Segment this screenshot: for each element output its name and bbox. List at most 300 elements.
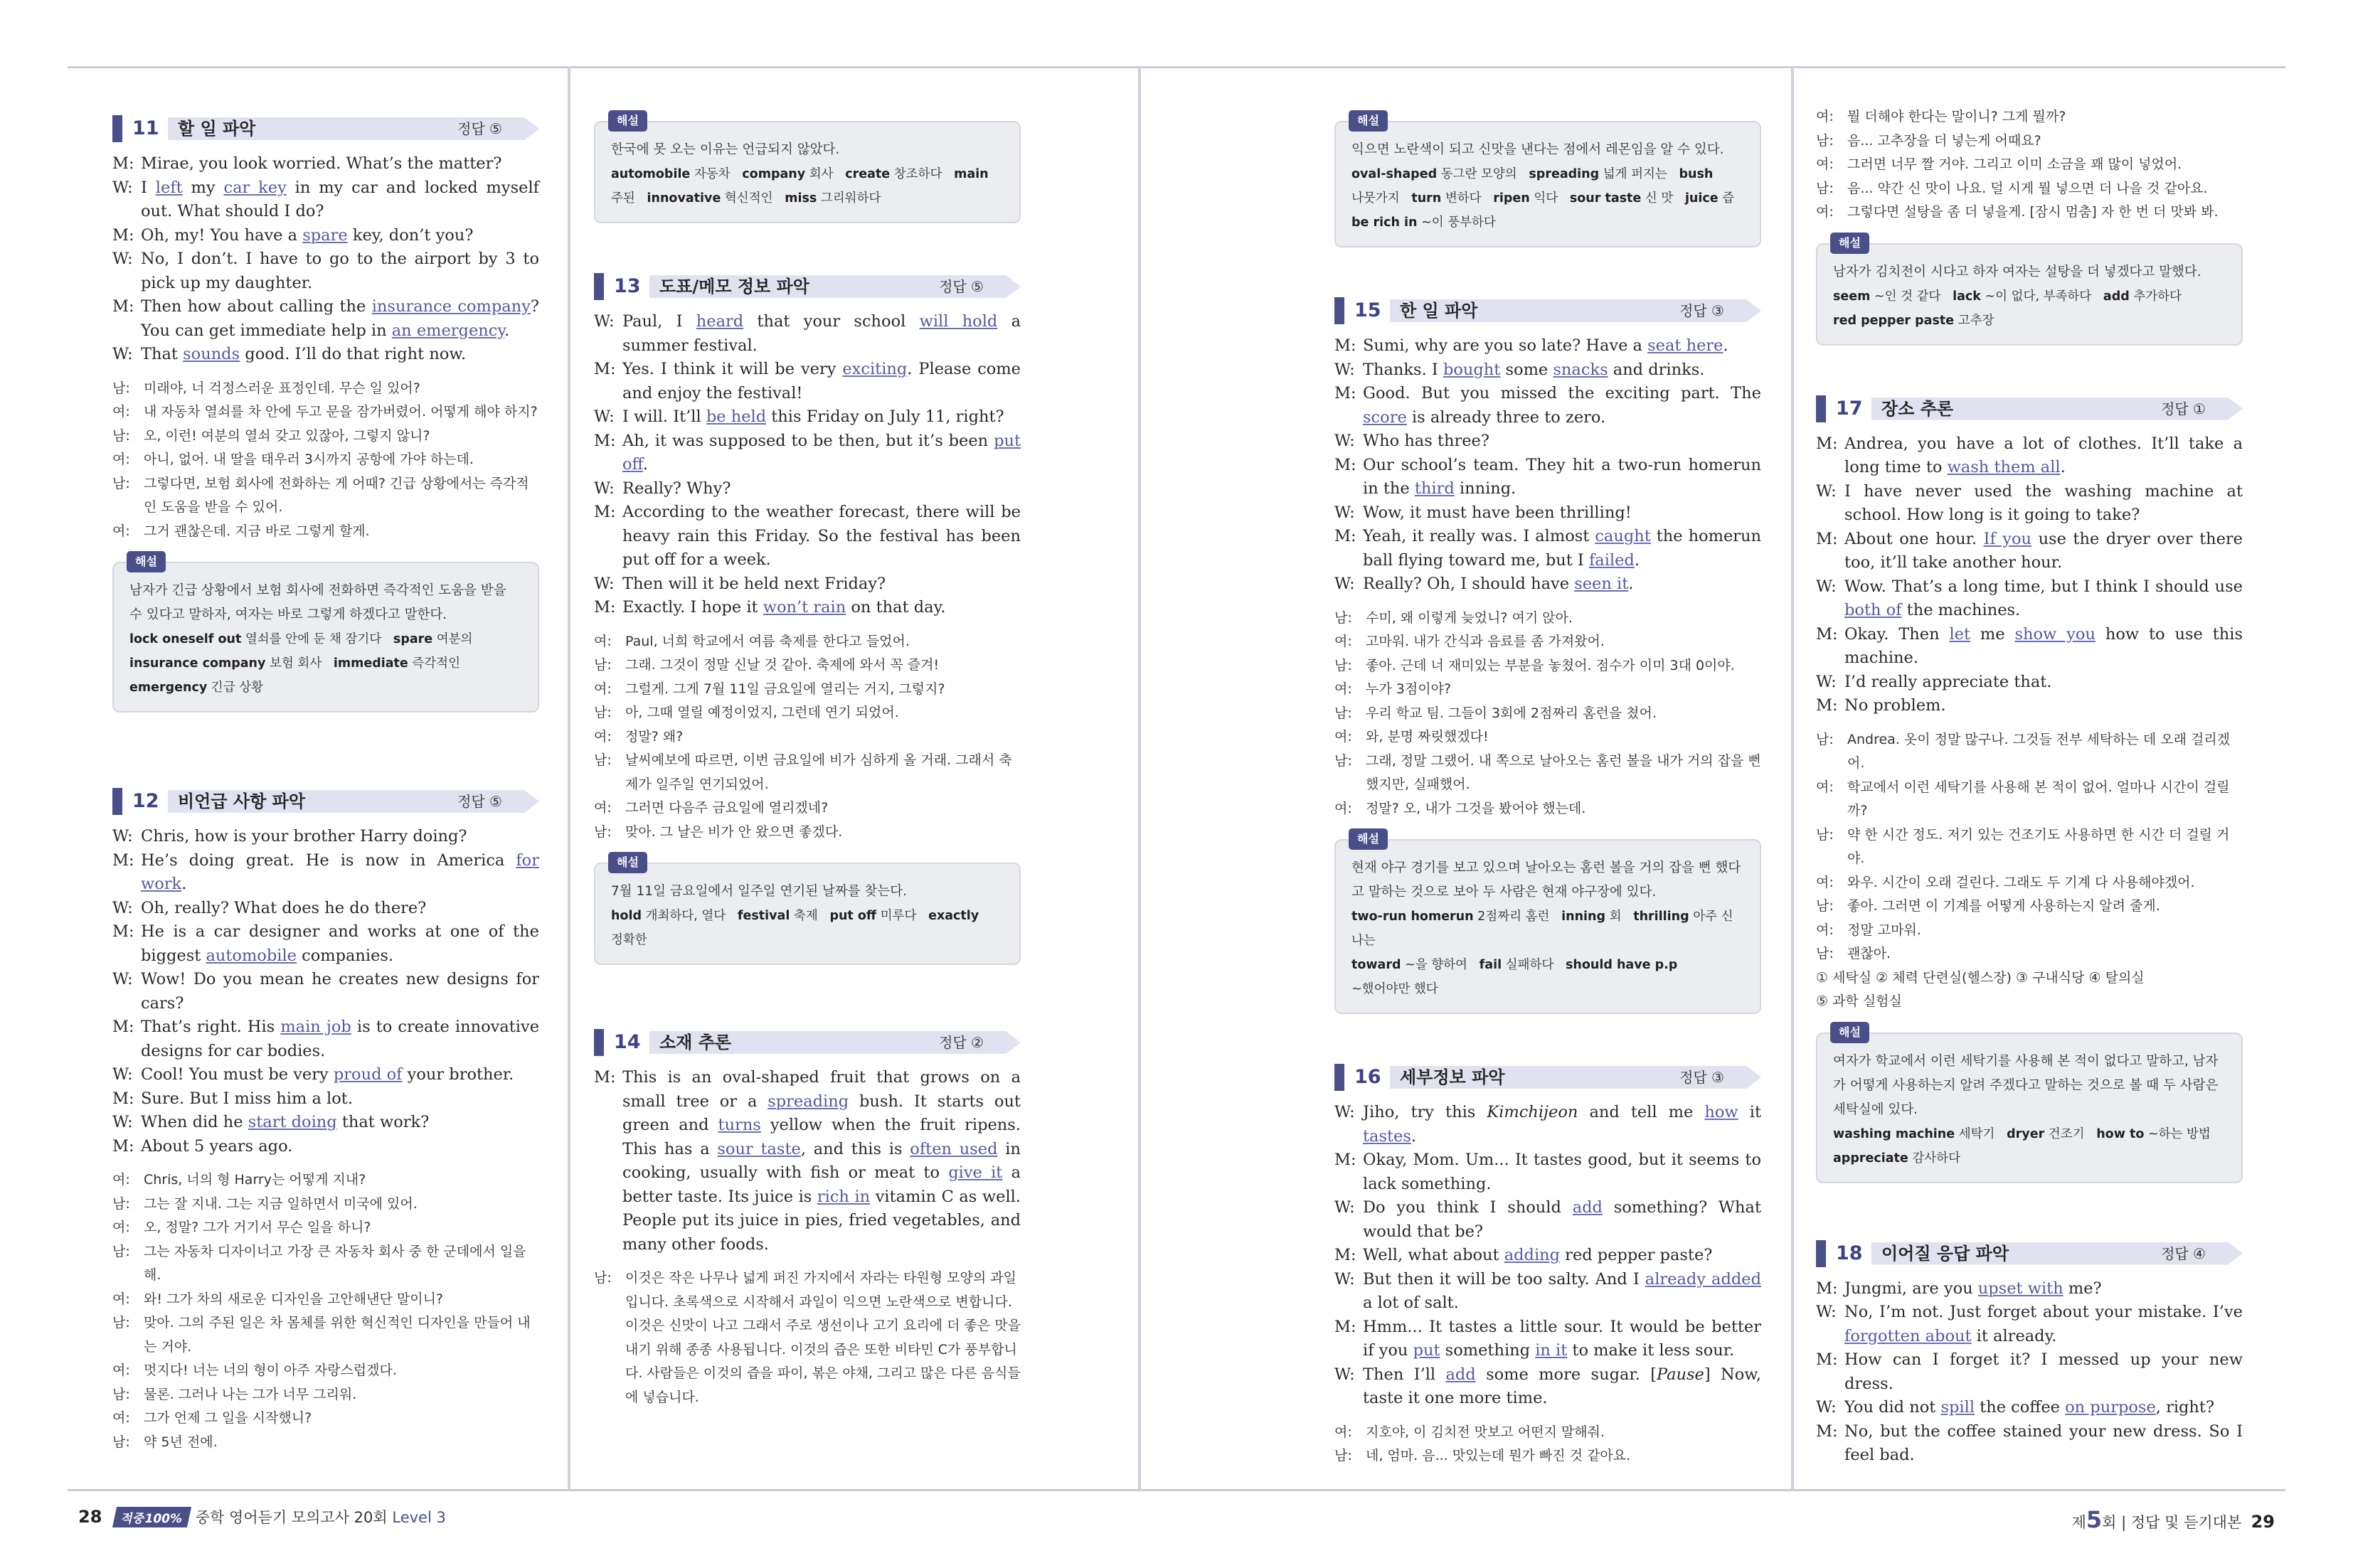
speaker: W: (112, 827, 133, 846)
blank-answer: rich in (817, 1187, 871, 1206)
line-text: and drinks. (1608, 360, 1705, 379)
translation-line (1816, 895, 2243, 919)
dialogue-line (112, 1015, 539, 1063)
vocab-word: appreciate (1833, 1151, 1908, 1166)
vocab-word: hold (611, 909, 642, 923)
page-number-right: 29 (2251, 1512, 2275, 1532)
vocab-meaning: 넓게 퍼지는 (1603, 167, 1667, 181)
blank-answer: give it (948, 1163, 1003, 1182)
blank-answer: wash them all (1947, 458, 2061, 476)
translation-line (594, 796, 1021, 821)
vocab-word: washing machine (1833, 1126, 1955, 1141)
translation-line (112, 1383, 539, 1407)
blank-answer: let (1949, 624, 1971, 644)
line-text: my (182, 178, 224, 197)
speaker: 남: (1816, 826, 1834, 843)
speaker: M: (1334, 1151, 1356, 1169)
speaker: W: (1816, 672, 1837, 691)
q13-header (594, 273, 1021, 300)
vocab-meaning: 즙 (1722, 191, 1735, 206)
vocab-meaning: 아주 신나는 (1351, 910, 1733, 948)
dialogue-line (1334, 1268, 1761, 1316)
translation-line (112, 1407, 539, 1431)
line-text: Yeah, it really was. I almost (1363, 527, 1595, 545)
speaker: W: (112, 250, 133, 268)
dialogue-line (112, 968, 539, 1015)
dialogue-line (1816, 575, 2243, 623)
blank-answer: won’t rain (763, 598, 846, 617)
line-text: 그거 괜찮은데. 지금 바로 그렇게 할게. (144, 523, 370, 539)
line-text: 우리 학교 팀. 그들이 3회에 2점짜리 홈런을 쳤어. (1366, 705, 1657, 721)
speaker: M: (594, 503, 616, 521)
vocab-meaning: 즉각적인 (412, 656, 460, 671)
speaker: M: (1816, 1279, 1838, 1298)
line-text: . Please come and enjoy the festival! (622, 360, 1021, 402)
line-text: on that day. (846, 598, 946, 617)
line-text: This is an oval-shaped fruit that grows on a small tree or a (622, 1068, 1021, 1111)
line-text: Wow, it must have been thrilling! (1363, 503, 1632, 522)
vocab-meaning: 고추장 (1958, 313, 1995, 328)
vocab-meaning: 2점짜리 홈런 (1477, 910, 1550, 924)
explanation-text: 한국에 못 오는 이유는 언급되지 않았다. (611, 142, 840, 157)
vocab-meaning: 축제 (793, 909, 818, 923)
line-text: Then I’ll (1363, 1365, 1446, 1384)
line-text: 맞아. 그 날은 비가 안 왔으면 좋겠다. (625, 823, 843, 840)
speaker: 남: (112, 380, 130, 396)
blank-answer: upset with (1977, 1279, 2063, 1298)
blank-answer: car key (223, 178, 287, 197)
line-text: it (1738, 1103, 1761, 1121)
translation-line (112, 1193, 539, 1217)
translation-line (112, 377, 539, 401)
line-text: Jiho, try this (1363, 1103, 1487, 1121)
dialogue-line (594, 310, 1021, 358)
vocab-word: red pepper paste (1833, 313, 1955, 328)
vocab-meaning: 동그란 모양의 (1440, 167, 1517, 181)
vocab-meaning: 나뭇가지 (1351, 191, 1400, 206)
speaker: M: (1334, 527, 1356, 545)
line-text: Okay. Then (1844, 624, 1950, 644)
translation-line (112, 1216, 539, 1240)
q17-explanation-box (1816, 1025, 2243, 1183)
dialogue-line (1816, 1420, 2243, 1468)
line-text: 멋지다! 너는 너의 형이 아주 자랑스럽겠다. (144, 1362, 397, 1378)
speaker: W: (1334, 575, 1355, 593)
translation-line (1816, 177, 2243, 201)
vocab-meaning: 긴급 상황 (211, 681, 264, 695)
q16-translation (1334, 1421, 1761, 1468)
speaker: 남: (594, 752, 612, 768)
vocab-word: company (742, 167, 806, 181)
translation-line (112, 1431, 539, 1455)
line-text: 와! 그가 차의 새로운 디자인을 고안해낸단 말이니? (144, 1291, 444, 1307)
q13-dialogue (594, 310, 1021, 620)
q15-dialogue (1334, 334, 1761, 597)
speaker: 여: (112, 1220, 130, 1235)
q18-dialogue (1816, 1277, 2243, 1468)
book-title: 중학 영어듣기 모의고사 20회 (195, 1509, 388, 1526)
line-text: Wow! Do you mean he creates new designs for cars? (141, 970, 539, 1013)
vocabulary-list (129, 627, 522, 700)
line-text: good. I’ll do that right now. (240, 345, 467, 363)
section-title: | 정답 및 듣기대본 (2121, 1514, 2242, 1531)
line-text: a better taste. Its juice is (622, 1163, 1021, 1206)
line-text: this Friday on July 11, right? (766, 407, 1004, 426)
line-text: 학교에서 이런 세탁기를 사용해 본 적이 없어. 얼마나 시간이 걸릴까? (1847, 779, 2230, 818)
line-text: Wow. That’s a long time, but I think I should use (1844, 577, 2243, 596)
line-text: How can I forget it? I messed up your new dress. (1844, 1350, 2243, 1393)
dialogue-line (1334, 1316, 1761, 1363)
dialogue-line (594, 430, 1021, 477)
vocab-meaning: ~했어야만 했다 (1351, 982, 1438, 996)
speaker: 남: (594, 657, 612, 673)
line-text: Exactly. I hope it (622, 598, 763, 617)
blank-answer: turns (718, 1116, 761, 1134)
line-text: 음... 약간 신 맛이 나요. 덜 시게 뭘 넣으면 더 나을 것 같아요. (1847, 180, 2208, 196)
blank-answer: both of (1844, 601, 1902, 619)
translation-line (594, 654, 1021, 678)
line-text: Okay, Mom. Um... It tastes good, but it seems to lack something. (1363, 1151, 1761, 1193)
vocab-word: put off (829, 909, 877, 923)
vocab-word: thrilling (1633, 910, 1689, 924)
q14-translation (594, 1266, 1021, 1409)
line-text: red pepper paste? (1560, 1246, 1713, 1264)
vocab-meaning: 자동차 (694, 167, 731, 181)
speaker: W: (1334, 360, 1355, 379)
line-text: Then will it be held next Friday? (622, 574, 886, 593)
q17-dialogue (1816, 432, 2243, 718)
speaker: 남: (594, 705, 612, 720)
question-number: 13 (614, 275, 641, 297)
speaker: 남: (112, 1434, 130, 1450)
speaker: 남: (1334, 705, 1352, 721)
vocab-word: seem (1833, 289, 1871, 304)
line-text: vitamin C as well. People put its juice in pies, fried vegetables, and many other foods. (622, 1187, 1021, 1254)
line-text: Do you think I should (1363, 1198, 1573, 1217)
line-text: 오, 정말? 그가 거기서 무슨 일을 하니? (144, 1220, 371, 1235)
translation-line (112, 425, 539, 449)
line-text: Sure. But I miss him a lot. (141, 1089, 353, 1108)
question-number: 15 (1354, 299, 1381, 321)
line-text: 미래야, 너 걱정스러운 표정인데. 무슨 일 있어? (144, 380, 420, 396)
speaker: W: (1334, 432, 1355, 450)
vocab-word: two-run homerun (1351, 910, 1474, 924)
line-text: me? (2063, 1279, 2102, 1298)
speaker: M: (1334, 455, 1356, 474)
page-number-left: 28 (78, 1507, 102, 1527)
dialogue-line (112, 176, 539, 224)
line-text: Chris, 너의 형 Harry는 어떻게 지내? (144, 1172, 366, 1188)
vocab-meaning: 회 (1609, 910, 1622, 924)
speaker: M: (112, 225, 134, 245)
translation-line (1816, 728, 2243, 776)
vocab-word: lock oneself out (129, 632, 242, 646)
speaker: 남: (1334, 609, 1352, 626)
translation-line (1334, 725, 1761, 750)
translation-line (594, 749, 1021, 796)
speaker: 남: (112, 1195, 130, 1212)
vocab-word: spreading (1529, 167, 1600, 181)
line-text: No problem. (1844, 696, 1946, 715)
dialogue-line (1334, 382, 1761, 430)
q12-marker (112, 788, 122, 815)
vocab-meaning: 건조기 (2048, 1126, 2085, 1141)
line-text: ? You can get immediate help in (141, 297, 539, 340)
line-text: 그가 언제 그 일을 시작했니? (144, 1410, 312, 1426)
explanation-tag: 해설 (1349, 110, 1388, 132)
line-text: Jungmi, are you (1844, 1279, 1978, 1298)
speaker: M: (112, 850, 134, 870)
translation-line (594, 630, 1021, 654)
translation-line (1816, 919, 2243, 943)
dialogue-line (1334, 1148, 1761, 1196)
vocab-meaning: 그리워하다 (820, 191, 881, 206)
blank-answer: sounds (183, 345, 240, 363)
explanation-tag: 해설 (1830, 233, 1869, 254)
line-text: Mirae, you look worried. What’s the matter? (141, 154, 502, 173)
vocab-meaning: 열쇠를 안에 둔 채 잠기다 (245, 632, 382, 646)
translation-line (1334, 1444, 1761, 1468)
q16-translation-continued (1816, 105, 2243, 225)
vocab-word: be rich in (1351, 215, 1418, 230)
explanation-text: 남자가 김치전이 시다고 하자 여자는 설탕을 더 넣겠다고 말했다. (1833, 264, 2201, 279)
question-number: 12 (132, 790, 159, 812)
answer-options: ⑤ 과학 실험실 (1816, 993, 1902, 1009)
line-text: is already three to zero. (1406, 407, 1606, 427)
round-suffix: 회 (2102, 1514, 2117, 1531)
speaker: 남: (594, 823, 612, 840)
speaker: 남: (1816, 898, 1834, 914)
line-text: it already. (1971, 1326, 2057, 1345)
blank-answer: heard (696, 312, 744, 331)
dialogue-line (594, 1066, 1021, 1257)
blank-answer: put (1413, 1341, 1440, 1360)
answer-key: 정답 ③ (1679, 302, 1724, 319)
blank-answer: often used (910, 1139, 998, 1158)
speaker: W: (1816, 577, 1837, 596)
italic-term: Kimchijeon (1487, 1103, 1578, 1121)
speaker: 남: (1816, 180, 1834, 196)
translation-line (112, 1359, 539, 1383)
explanation-tag: 해설 (608, 110, 647, 132)
dialogue-line (112, 849, 539, 897)
speaker: 남: (1816, 132, 1834, 149)
dialogue-line (1816, 480, 2243, 528)
line-text: About one hour. (1844, 529, 1984, 548)
dialogue-line (594, 477, 1021, 501)
speaker: 여: (594, 728, 612, 745)
round-prefix: 제 (2071, 1514, 2086, 1531)
q16-header (1334, 1064, 1761, 1091)
translation-line (594, 725, 1021, 750)
blank-answer: sour taste (717, 1139, 801, 1158)
speaker: 여: (112, 1291, 130, 1307)
speaker: 남: (112, 1386, 130, 1402)
line-text: 지호야, 이 김치전 맛보고 어떤지 말해줘. (1366, 1424, 1605, 1440)
speaker: 여: (112, 1172, 130, 1188)
footer-right (2072, 1506, 2275, 1533)
line-text: I’d really appreciate that. (1844, 672, 2052, 691)
line-text: I have never used the washing machine at school. How long is it going to take? (1844, 481, 2243, 524)
blank-answer: show you (2014, 624, 2096, 644)
line-text: . (1411, 1126, 1417, 1146)
blank-answer: spill (1940, 1398, 1975, 1417)
speaker: M: (112, 1089, 134, 1108)
speaker: W: (112, 178, 133, 197)
line-text: 좋아. 그러면 이 기계를 어떻게 사용하는지 알려 줄게. (1847, 898, 2160, 914)
line-text: Sumi, why are you so late? Have a (1363, 336, 1648, 355)
q12-dialogue (112, 825, 539, 1158)
translation-line (1334, 654, 1761, 678)
translation-line (112, 1168, 539, 1193)
translation-line (112, 1240, 539, 1288)
q11-dialogue (112, 152, 539, 367)
vocab-meaning: 혁신적인 (724, 191, 773, 206)
line-text: 아, 그때 열릴 예정이었지, 그런데 연기 되었어. (625, 705, 899, 720)
vocab-word: festival (737, 909, 790, 923)
blank-answer: tastes (1363, 1126, 1411, 1146)
q11-explanation-box (112, 555, 539, 713)
line-text: the homerun ball flying toward me, but I (1363, 527, 1761, 570)
line-text: me (1970, 624, 2015, 644)
question-title: 이어질 응답 파악 (1881, 1243, 2009, 1264)
line-text: That’s right. His (141, 1018, 281, 1036)
blank-answer: third (1414, 479, 1455, 498)
line-text: Cool! You must be very (141, 1065, 334, 1084)
translation-line (1334, 797, 1761, 821)
line-text: 그러면 다음주 금요일에 열리겠네? (625, 800, 829, 816)
dialogue-line (1816, 623, 2243, 671)
speaker: 남: (1334, 657, 1352, 673)
line-text: a lot of salt. (1363, 1294, 1459, 1312)
q13-translation (594, 630, 1021, 845)
speaker: M: (594, 431, 616, 450)
dialogue-line (1816, 1277, 2243, 1301)
speaker: W: (1816, 1398, 1837, 1417)
line-text: the coffee (1975, 1398, 2066, 1417)
line-text: 아니, 없어. 내 딸을 태우러 3시까지 공항에 가야 하는데. (144, 452, 474, 467)
dialogue-line (1816, 528, 2243, 575)
vocab-meaning: ~이 없다, 부족하다 (1985, 289, 2092, 304)
vocab-meaning: 추가하다 (2133, 289, 2182, 304)
line-text: 내 자동차 열쇠를 차 안에 두고 문을 잠가버렸어. 어떻게 해야 하지? (144, 404, 538, 420)
line-text: that work? (336, 1113, 430, 1131)
translation-line (112, 448, 539, 472)
line-text: Our school’s team. They hit a two-run homerun in the (1363, 455, 1761, 498)
speaker: M: (594, 1068, 616, 1087)
speaker: W: (1816, 481, 1837, 501)
q15-translation (1334, 607, 1761, 821)
line-text: companies. (296, 946, 394, 965)
vocabulary-list (1351, 905, 1744, 1001)
vocab-word: toward (1351, 958, 1401, 972)
blank-answer: insurance company (371, 297, 531, 316)
line-text: a summer festival. (622, 312, 1021, 355)
vocab-meaning: 실패하다 (1505, 958, 1554, 972)
line-text: 그럴게. 그게 7월 11일 금요일에 열리는 거지, 그렇지? (625, 681, 945, 697)
blank-answer: already added (1645, 1269, 1761, 1289)
column-2 (594, 114, 1021, 1409)
blank-answer: add (1445, 1365, 1476, 1384)
speaker: 여: (1816, 156, 1834, 172)
speaker: W: (112, 898, 133, 917)
line-text: 그는 잘 지내. 그는 지금 일하면서 미국에 있어. (144, 1195, 418, 1212)
blank-answer: failed (1588, 550, 1635, 570)
q16-marker (1334, 1064, 1344, 1091)
line-text: When did he (141, 1113, 248, 1131)
explanation-text: 여자가 학교에서 이런 세탁기를 사용해 본 적이 없다고 말하고, 남자가 어떻게 사용하는지 알려 주겠다고 말하는 것으로 볼 때 두 사람은 세탁실에 있다. (1833, 1053, 2219, 1117)
line-text: Paul, 너희 학교에서 여름 축제를 한다고 들었어. (625, 633, 910, 649)
line-text: 네, 엄마. 음... 맛있는데 뭔가 빠진 것 같아요. (1366, 1448, 1631, 1463)
translation-line (1816, 776, 2243, 823)
speaker: 여: (1334, 1424, 1352, 1440)
blank-answer: main job (280, 1018, 351, 1036)
line-text: 이것은 작은 나무나 넓게 퍼진 가지에서 자라는 타원형 모양의 과일입니다. 초록색으로 시작해서 과일이 익으면 노란색으로 변합니다. 이것은 신맛이 나고 그래서 주로 생선이나 고기 요리에 더 좋은 맛을 내기 위해 종종 사용됩니다. 이것의 즙은 또한 비타민 C가 풍부합니다. 사람들은 이것의 즙을 파이, 볶은 야채, 그리고 많은 다른 음식들에 넣습니다. (625, 1270, 1021, 1405)
speaker: W: (594, 479, 615, 498)
line-text: 수미, 왜 이렇게 늦었니? 여기 앉아. (1366, 609, 1573, 626)
vocab-word: insurance company (129, 656, 266, 671)
speaker: 여: (594, 681, 612, 697)
line-text: Ah, it was supposed to be then, but it’s been (622, 431, 994, 450)
translation-line (1816, 871, 2243, 895)
line-text: You did not (1844, 1398, 1941, 1417)
vocab-word: add (2103, 289, 2130, 304)
q17-translation (1816, 728, 2243, 1014)
line-text: I will. It’ll (622, 407, 706, 426)
vocab-meaning: 창조하다 (893, 167, 942, 181)
speaker: W: (1334, 503, 1355, 522)
speaker: M: (1334, 336, 1356, 355)
speaker: 남: (112, 1315, 130, 1330)
speaker: 여: (112, 404, 130, 420)
answer-key: 정답 ⑤ (457, 793, 502, 810)
question-title: 한 일 파악 (1400, 301, 1478, 321)
line-text: 그는 자동차 디자이너고 가장 큰 자동차 회사 중 한 군데에서 일을 해. (144, 1243, 526, 1283)
speaker: 남: (112, 427, 130, 444)
brand-badge: 적중100% (112, 1507, 192, 1527)
blank-answer: spare (302, 225, 348, 245)
line-text: use the dryer over there too, it’ll take another hour. (1844, 529, 2243, 572)
line-text: is to create innovative designs for car bodies. (141, 1018, 540, 1060)
column-3 (1334, 114, 1761, 1468)
speaker: M: (1816, 696, 1838, 715)
vocab-word: innovative (647, 191, 721, 206)
speaker: W: (1334, 1269, 1355, 1289)
question-title: 비언급 사항 파악 (178, 791, 305, 811)
question-number: 16 (1354, 1066, 1381, 1088)
dialogue-line (594, 596, 1021, 620)
line-text: That (141, 345, 184, 363)
blank-answer: spreading (767, 1092, 849, 1111)
explanation-text: 현재 야구 경기를 보고 있으며 날아오는 홈런 볼을 거의 잡을 뻔 했다고 말하는 것으로 보아 두 사람은 현재 야구장에 있다. (1351, 860, 1741, 900)
vocab-meaning: 정확한 (611, 933, 647, 947)
blank-answer: an emergency (391, 321, 505, 340)
dialogue-line (1334, 358, 1761, 383)
vocabulary-list (611, 162, 1004, 210)
footer-left (78, 1506, 446, 1527)
line-text: 날씨예보에 따르면, 이번 금요일에 비가 심하게 올 거래. 그래서 축제가 일주일 연기되었어. (625, 752, 1012, 792)
vocab-meaning: ~을 향하여 (1405, 958, 1467, 972)
q17-marker (1816, 395, 1826, 422)
question-title: 할 일 파악 (178, 119, 256, 139)
explanation-text: 남자가 긴급 상황에서 보험 회사에 전화하면 즉각적인 도움을 받을 수 있다고 말하자, 여자는 바로 그렇게 하겠다고 말한다. (129, 583, 506, 622)
answer-key: 정답 ⑤ (457, 120, 502, 137)
speaker: 남: (1334, 1448, 1352, 1463)
dialogue-line (1334, 501, 1761, 526)
vocab-meaning: 회사 (809, 167, 834, 181)
line-text: something (1440, 1341, 1536, 1360)
line-text: 음... 고추장을 더 넣는게 어때요? (1847, 132, 2041, 149)
